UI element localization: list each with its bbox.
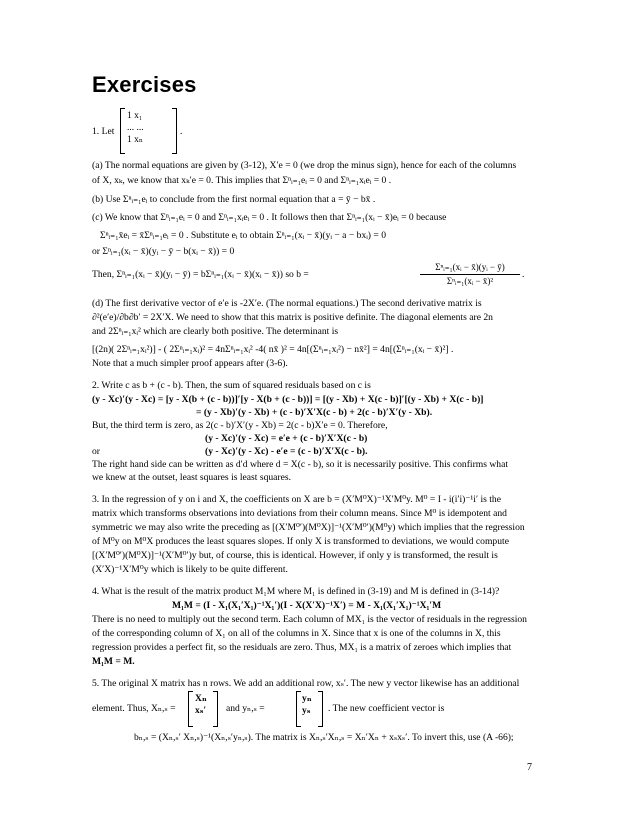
ex2-l4: But, the third term is zero, as 2(c - b)′X′(y - Xb) = 2(c - b)X′e = 0. Therefore, — [92, 420, 388, 431]
ex4-l3: There is no need to multiply out the second term. Each column of MX₁ is the vector of residuals in the regression — [92, 614, 527, 625]
ex3-l6: (X′X)⁻¹X′M⁰y which is likely to be quite different. — [92, 564, 288, 575]
ex3-l3: symmetric we may also write the preceding as [(X′M⁰′)(M⁰X)]⁻¹(X′M⁰′)(M⁰y) which implies that the regression — [92, 522, 525, 533]
ex3-l5: [(X′M⁰′)(M⁰X)]⁻¹(X′M⁰′)y but, of course, this is identical. However, if only y is transformed, the result is — [92, 550, 498, 561]
page-title: Exercises — [92, 72, 197, 97]
ex4-l6: M₁M = M. — [92, 656, 135, 667]
ex2-l2: (y - Xc)′(y - Xc) = [y - X(b + (c - b))]′[y - X(b + (c - b))] = [(y - Xb) + X(c - b)]′[(y - Xb) + X(c - b)] — [92, 394, 484, 405]
ex5-matrix-x — [195, 693, 207, 717]
matrix-bracket-left — [188, 691, 193, 727]
matrix-row: 1 xₙ — [127, 135, 143, 145]
ex5-l2c: . The new coefficient vector is — [328, 703, 445, 714]
matrix-bracket-right — [172, 108, 177, 154]
matrix-row: yₛ — [302, 706, 311, 716]
ex2-l3: = (y - Xb)′(y - Xb) + (c - b)′X′X(c - b) + 2(c - b)′X′(y - Xb). — [196, 407, 433, 418]
ex5-l2a: element. Thus, Xₙ,ₛ = — [92, 703, 176, 714]
matrix-bracket-left — [296, 691, 301, 727]
ex1-c4-end: . — [522, 269, 525, 280]
ex1-c4: Then, Σⁿᵢ₌₁(xᵢ − x̄)(yᵢ − ȳ) = bΣⁿᵢ₌₁(xᵢ − x̄)(xᵢ − x̄)) so b = — [92, 269, 309, 280]
ex1-d5: Note that a much simpler proof appears after (3-6). — [92, 358, 288, 369]
matrix-row: yₙ — [302, 694, 312, 704]
ex2-l6a: or — [92, 446, 100, 457]
matrix-bracket-right — [318, 691, 323, 727]
ex5-l3: bₙ,ₛ = (Xₙ,ₛ′ Xₙ,ₛ)⁻¹(Xₙ,ₛ′yₙ,ₛ). The matrix is Xₙ,ₛ′Xₙ,ₛ = Xₙ′Xₙ + xₛxₛ′. To invert this, use (A -66); — [134, 732, 514, 743]
ex5-l2b: and yₙ,ₛ = — [226, 703, 265, 714]
ex1-d2: ∂²(e′e)/∂b∂b′ = 2X′X. We need to show that this matrix is positive definite. The diagonal elements are 2n — [92, 312, 493, 323]
ex4-l1: 4. What is the result of the matrix product M₁M where M₁ is defined in (3-19) and M is defined in (3-14)? — [92, 586, 500, 597]
ex3-l1: 3. In the regression of y on i and X, the coefficients on X are b = (X′M⁰X)⁻¹X′M⁰y. M⁰ = I - i(i′i)⁻¹i′ is the — [92, 494, 501, 505]
matrix-bracket-left — [120, 108, 125, 154]
ex1-d4: [(2n)( 2Σⁿᵢ₌₁xᵢ²)] - ( 2Σⁿᵢ₌₁xᵢ)² = 4nΣⁿᵢ₌₁xᵢ² -4( nx̄ )² = 4n[(Σⁿᵢ₌₁xᵢ²) − nx̄²] = 4n[(Σⁿᵢ₌₁(xᵢ − x̄)²] . — [92, 344, 454, 355]
ex2-l5: (y - Xc)′(y - Xc) = e′e + (c - b)′X′X(c - b) — [205, 433, 368, 444]
ex1-prefix: 1. Let — [92, 126, 115, 137]
ex1-d: (d) The first derivative vector of e′e is -2X′e. (The normal equations.) The second derivative matrix is — [92, 298, 482, 309]
ex4-l5: regression provides a perfect fit, so the residuals are zero. Thus, MX₁ is a matrix of zeroes which implies that — [92, 642, 512, 653]
ex2-l6: (y - Xc)′(y - Xc) - e′e = (c - b)′X′X(c - b). — [205, 446, 368, 457]
matrix-row: xₛ′ — [195, 706, 207, 716]
ex1-b: (b) Use Σⁿᵢ₌₁eᵢ to conclude from the first normal equation that a = ȳ − bx̄ . — [92, 194, 376, 205]
ex4-l4: of the corresponding column of X₁ on all of the columns in X. Since that x is one of the columns in X, this — [92, 628, 501, 639]
ex1-c: (c) We know that Σⁿᵢ₌₁eᵢ = 0 and Σⁿᵢ₌₁xᵢeᵢ = 0 . It follows then that Σⁿᵢ₌₁(xᵢ − x̄)eᵢ = 0 because — [92, 212, 447, 223]
ex1-a2: of X, xₖ, we know that xₖ′e = 0. This implies that Σⁿᵢ₌₁eᵢ = 0 and Σⁿᵢ₌₁xᵢeᵢ = 0 . — [92, 175, 392, 186]
matrix-row: Xₙ — [195, 694, 207, 704]
fraction-denominator: Σⁿᵢ₌₁(xᵢ − x̄)² — [446, 276, 494, 286]
ex4-l2: M₁M = (I - X₁(X₁′X₁)⁻¹X₁′)(I - X(X′X)⁻¹X′) = M - X₁(X₁′X₁)⁻¹X₁′M — [172, 600, 442, 611]
ex1-c2: Σⁿᵢ₌₁x̄eᵢ = x̄Σⁿᵢ₌₁eᵢ = 0 . Substitute eᵢ to obtain Σⁿᵢ₌₁(xᵢ − x̄)(yᵢ − a − bxᵢ) = 0 — [100, 230, 387, 241]
ex2-l7: The right hand side can be written as d′d where d = X(c - b), so it is necessarily positive. This confirms what — [92, 459, 509, 470]
matrix-bracket-right — [213, 691, 218, 727]
ex1-a: (a) The normal equations are given by (3-12), X′e = 0 (we drop the minus sign), hence for each of the columns — [92, 160, 517, 171]
matrix-row: 1 x₁ — [127, 111, 143, 121]
ex1-d3: and 2Σⁿᵢ₌₁xᵢ² which are clearly both positive. The determinant is — [92, 326, 339, 337]
ex3-l2: matrix which transforms observations into deviations from their column means. Since M⁰ is idempotent and — [92, 508, 507, 519]
ex5-l1: 5. The original X matrix has n rows. We add an additional row, xₛ′. The new y vector likewise has an additional — [92, 678, 520, 689]
ex3-l4: of M⁰y on M⁰X produces the least squares slopes. If only X is transformed to deviations, we would compute — [92, 536, 509, 547]
ex1-fraction — [420, 262, 520, 287]
ex5-matrix-y — [302, 693, 312, 717]
page-number: 7 — [527, 762, 532, 773]
ex2-l8: we knew at the outset, least squares is least squares. — [92, 472, 292, 483]
ex2-l1: 2. Write c as b + (c - b). Then, the sum of squared residuals based on c is — [92, 380, 371, 391]
ex1-c3: or Σⁿᵢ₌₁(xᵢ − x̄)(yᵢ − ȳ − b(xᵢ − x̄)) = 0 — [92, 246, 235, 257]
matrix-row: ... ... — [127, 123, 144, 133]
ex1-suffix: . — [180, 126, 183, 137]
ex1-matrix — [127, 110, 144, 146]
fraction-numerator: Σⁿᵢ₌₁(xᵢ − x̄)(yᵢ − ȳ) — [435, 262, 505, 272]
fraction-bar — [420, 274, 520, 275]
